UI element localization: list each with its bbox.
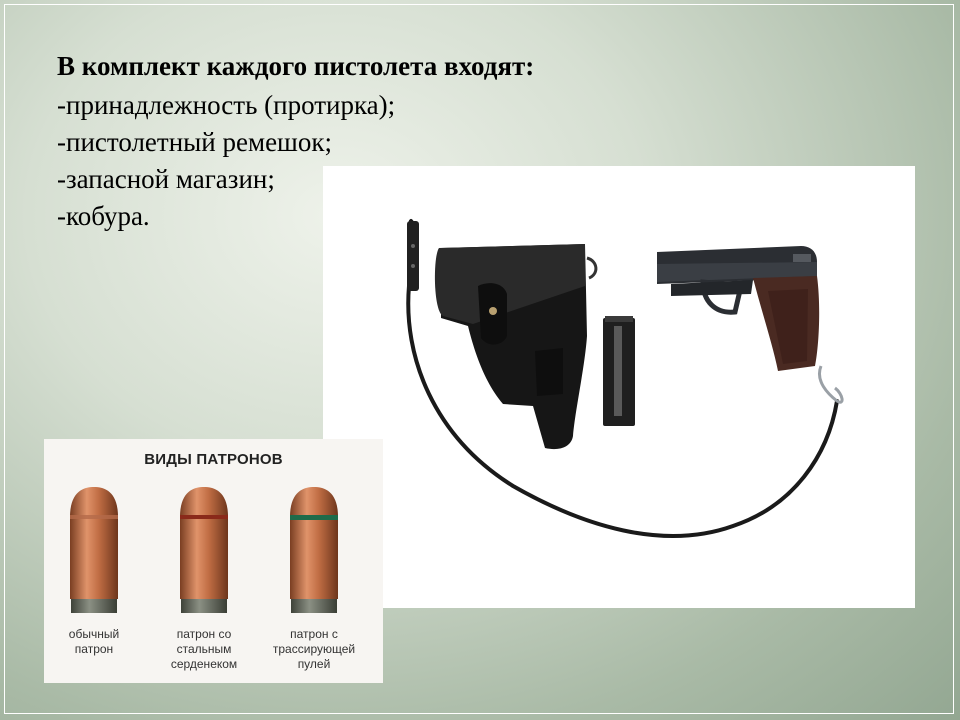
cartridge-types-panel [44, 439, 383, 683]
cartridge-label-tracer [259, 627, 369, 672]
cartridge-ordinary [70, 487, 118, 613]
list-item-accessory: -принадлежность (протирка); [57, 90, 396, 120]
list-item-holster: -кобура. [57, 201, 150, 231]
list-item-magazine: -запасной магазин; [57, 164, 275, 194]
holster [435, 244, 596, 449]
cartridge-label-line: серденеком [170, 657, 238, 671]
cartridge-label-line: патрон со [176, 627, 232, 641]
cartridge-label-steel-core [149, 627, 259, 672]
cartridge-label-line: обычный [68, 627, 120, 641]
pistol-kit-illustration [323, 166, 915, 608]
cartridge-label-ordinary [39, 627, 149, 657]
pistol-kit-photo [323, 166, 915, 608]
cartridges-illustration [44, 439, 383, 629]
cartridge-steel-core [180, 487, 228, 613]
list-item-strap: -пистолетный ремешок; [57, 127, 332, 157]
strap-buckle [407, 221, 419, 291]
cartridge-label-line: трассирующей [272, 642, 356, 656]
cartridge-label-line: патрон с [290, 627, 338, 641]
lanyard-ring [819, 366, 842, 402]
spare-magazine [603, 316, 635, 426]
cartridge-label-line: стальным [176, 642, 232, 656]
slide-title: В комплект каждого пистолета входят: [57, 51, 535, 81]
cartridge-label-line: патрон [74, 642, 114, 656]
cartridge-tracer [290, 487, 338, 613]
cartridge-label-line: пулей [297, 657, 331, 671]
pistol [657, 246, 819, 371]
cartridge-types-heading: ВИДЫ ПАТРОНОВ [144, 451, 283, 468]
